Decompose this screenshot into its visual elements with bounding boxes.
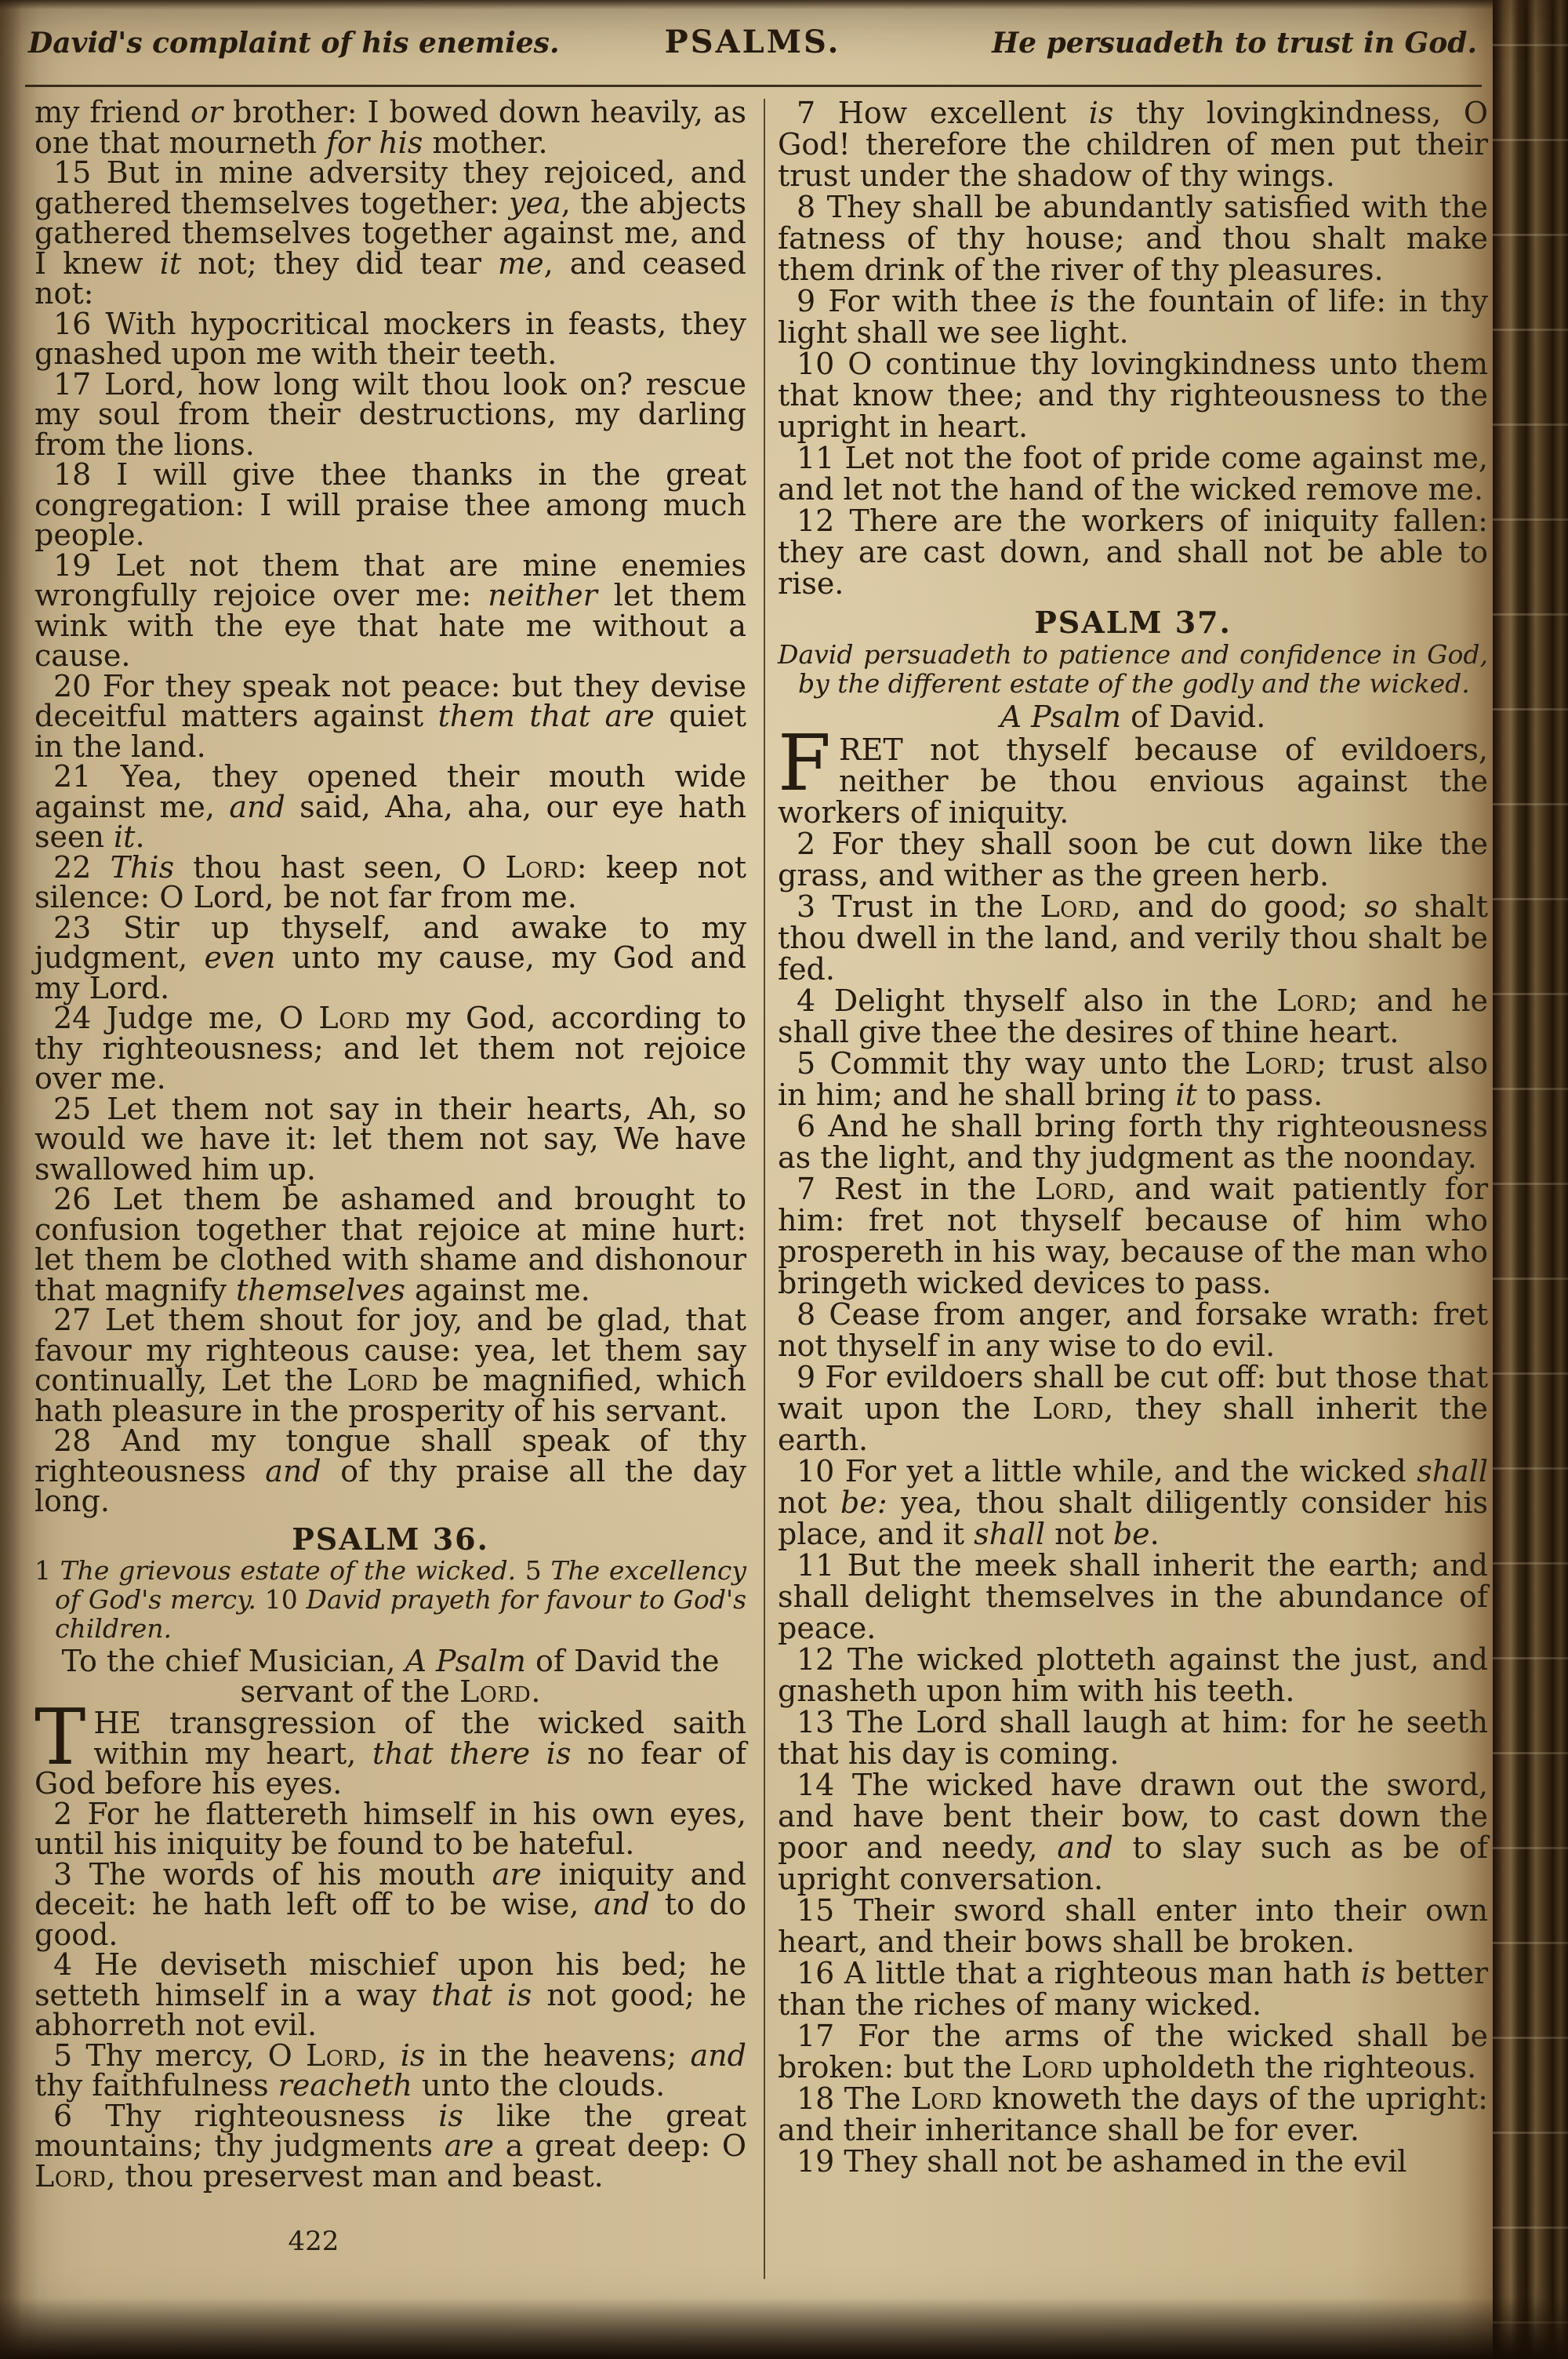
running-header [28, 24, 1477, 60]
drop-cap-initial: T [34, 1693, 86, 1783]
book-title: PSALMS. [664, 24, 841, 60]
verse: 6 Thy righteousness is like the great mountains; thy judgments are a great deep: O Lord, thou preservest man and beast. [34, 2098, 746, 2194]
psalm-36-inscription: To the chief Musician, A Psalm of David the servant of the Lord. [61, 1644, 720, 1709]
verse: 15 But in mine adversity they rejoiced, and gathered themselves together: yea, the abjects gathered themselves together against me, and I knew it not; they did tear me, and ceased not: [34, 155, 746, 311]
verse: 9 For evildoers shall be cut off: but those that wait upon the Lord, they shall inherit the earth. [778, 1360, 1488, 1457]
left-gutter-shadow [0, 0, 22, 2359]
verse: 22 This thou hast seen, O Lord: keep not silence: O Lord, be not far from me. [34, 849, 746, 914]
verse: 4 Delight thyself also in the Lord; and he shall give thee the desires of thine heart. [778, 983, 1488, 1049]
verse: 20 For they speak not peace: but they devise deceitful matters against them that are quiet in the land. [34, 668, 746, 764]
verse: 2 For he flattereth himself in his own eyes, until his iniquity be found to be hateful. [34, 1796, 746, 1861]
verse: 7 Rest in the Lord, and wait patiently for him: fret not thyself because of him who prospereth in his way, because of the man who bringeth wicked devices to pass. [778, 1172, 1488, 1300]
page-number: 422 [288, 2226, 339, 2257]
header-rule [25, 85, 1482, 87]
verse: 27 Let them shout for joy, and be glad, that favour my righteous cause: yea, let them say continually, Let the Lord be magnified, which hath pleasure in the prosperity of his servant. [34, 1303, 746, 1428]
right-column [778, 97, 1488, 2177]
verse: 16 With hypocritical mockers in feasts, they gnashed upon me with their teeth. [34, 306, 746, 371]
verse: 5 Thy mercy, O Lord, is in the heavens; and thy faithfulness reacheth unto the clouds. [34, 2037, 746, 2103]
running-header-right: He persuadeth to trust in God. [992, 27, 1478, 60]
verse: 19 They shall not be ashamed in the evil [797, 2144, 1407, 2179]
verse: 2 For they shall soon be cut down like the grass, and wither as the green herb. [778, 827, 1488, 892]
left-column [34, 95, 747, 2194]
psalm-37-summary: David persuadeth to patience and confidence in God, by the different estate of the godly and the wicked. [778, 639, 1488, 699]
verse: 13 The Lord shall laugh at him: for he seeth that his day is coming. [778, 1705, 1488, 1771]
verse: 24 Judge me, O Lord my God, according to thy righteousness; and let them not rejoice over me. [34, 1001, 746, 1096]
verse: 3 Trust in the Lord, and do good; so shalt thou dwell in the land, and verily thou shalt be fed. [778, 889, 1488, 987]
top-page-edge [0, 0, 1568, 9]
verse: 10 For yet a little while, and the wicked shall not be: yea, thou shalt diligently consider his place, and it shall not be. [778, 1454, 1488, 1551]
verse: 28 And my tongue shall speak of thy righteousness and of thy praise all the day long. [34, 1423, 746, 1518]
verse: 11 But the meek shall inherit the earth; and shall delight themselves in the abundance of peace. [778, 1548, 1488, 1645]
bottom-page-edge [0, 2298, 1568, 2359]
running-header-left: David's complaint of his enemies. [28, 27, 560, 60]
verse: 23 Stir up thyself, and awake to my judgment, even unto my cause, my God and my Lord. [34, 910, 746, 1005]
verse: 12 The wicked plotteth against the just, and gnasheth upon him with his teeth. [778, 1642, 1488, 1708]
drop-cap-initial: F [778, 719, 831, 809]
verse: 21 Yea, they opened their mouth wide against me, and said, Aha, aha, our eye hath seen it. [34, 759, 746, 854]
verse: 9 For with thee is the fountain of life: in thy light shall we see light. [778, 284, 1489, 350]
psalm-36-heading: PSALM 36. [292, 1521, 489, 1557]
verse: THE transgression of the wicked saith within my heart, that there is no fear of God before his eyes. [34, 1693, 747, 1801]
verse-continuation: my friend or brother: I bowed down heavily, as one that mourneth for his mother. [34, 95, 746, 160]
verse: 6 And he shall bring forth thy righteousness as the light, and thy judgment as the noonday. [778, 1109, 1488, 1175]
verse: 19 Let not them that are mine enemies wrongfully rejoice over me: neither let them wink with the eye that hate me without a cause. [34, 547, 746, 673]
verse: 5 Commit thy way unto the Lord; trust also in him; and he shall bring it to pass. [778, 1046, 1488, 1112]
verse: 3 The words of his mouth are iniquity and deceit: he hath left off to be wise, and to do good. [34, 1856, 747, 1952]
verse: 26 Let them be ashamed and brought to confusion together that rejoice at mine hurt: let them be clothed with shame and dishonour that magnify themselves against me. [34, 1182, 746, 1307]
verse: 25 Let them not say in their hearts, Ah, so would we have it: let them not say, We have swallowed him up. [34, 1091, 746, 1187]
verse: FRET not thyself because of evildoers, neither be thou envious against the workers of iniquity. [778, 719, 1488, 830]
verse: 16 A little that a righteous man hath is better than the riches of many wicked. [778, 1956, 1488, 2022]
verse: 17 Lord, how long wilt thou look on? rescue my soul from their destructions, my darling from the lions. [34, 366, 746, 462]
verse: 8 They shall be abundantly satisfied with the fatness of thy house; and thou shalt make them drink of the river of thy pleasures. [778, 190, 1488, 287]
verse: 12 There are the workers of iniquity fallen: they are cast down, and shall not be able to rise. [778, 503, 1488, 601]
verse: 10 O continue thy lovingkindness unto them that know thee; and thy righteousness to the upright in heart. [778, 347, 1488, 444]
psalm-37-inscription: A Psalm of David. [1000, 700, 1266, 734]
verse: 4 He deviseth mischief upon his bed; he setteth himself in a way that is not good; he abhorreth not evil. [34, 1947, 746, 2042]
verse: 11 Let not the foot of pride come against me, and let not the hand of the wicked remove me. [778, 441, 1488, 507]
column-divider-rule [764, 99, 765, 2279]
right-page-edge-band [1493, 0, 1568, 2359]
verse: 7 How excellent is thy lovingkindness, O God! therefore the children of men put their trust under the shadow of thy wings. [778, 96, 1489, 193]
psalm-36-summary: 1 The grievous estate of the wicked. 5 The excellency of God's mercy. 10 David prayeth for favour to God's children. [34, 1555, 747, 1644]
verse: 18 I will give thee thanks in the great congregation: I will praise thee among much people. [34, 457, 746, 552]
verse: 17 For the arms of the wicked shall be broken: but the Lord upholdeth the righteous. [778, 2019, 1488, 2085]
verse: 15 Their sword shall enter into their own heart, and their bows shall be broken. [778, 1893, 1488, 1959]
verse: 14 The wicked have drawn out the sword, and have bent their bow, to cast down the poor and needy, and to slay such as be of upright conversation. [778, 1768, 1489, 1896]
verse: 8 Cease from anger, and forsake wrath: fret not thyself in any wise to do evil. [778, 1297, 1488, 1363]
verse: 18 The Lord knoweth the days of the upright: and their inheritance shall be for ever. [778, 2081, 1488, 2147]
psalm-37-heading: PSALM 37. [1034, 605, 1232, 640]
